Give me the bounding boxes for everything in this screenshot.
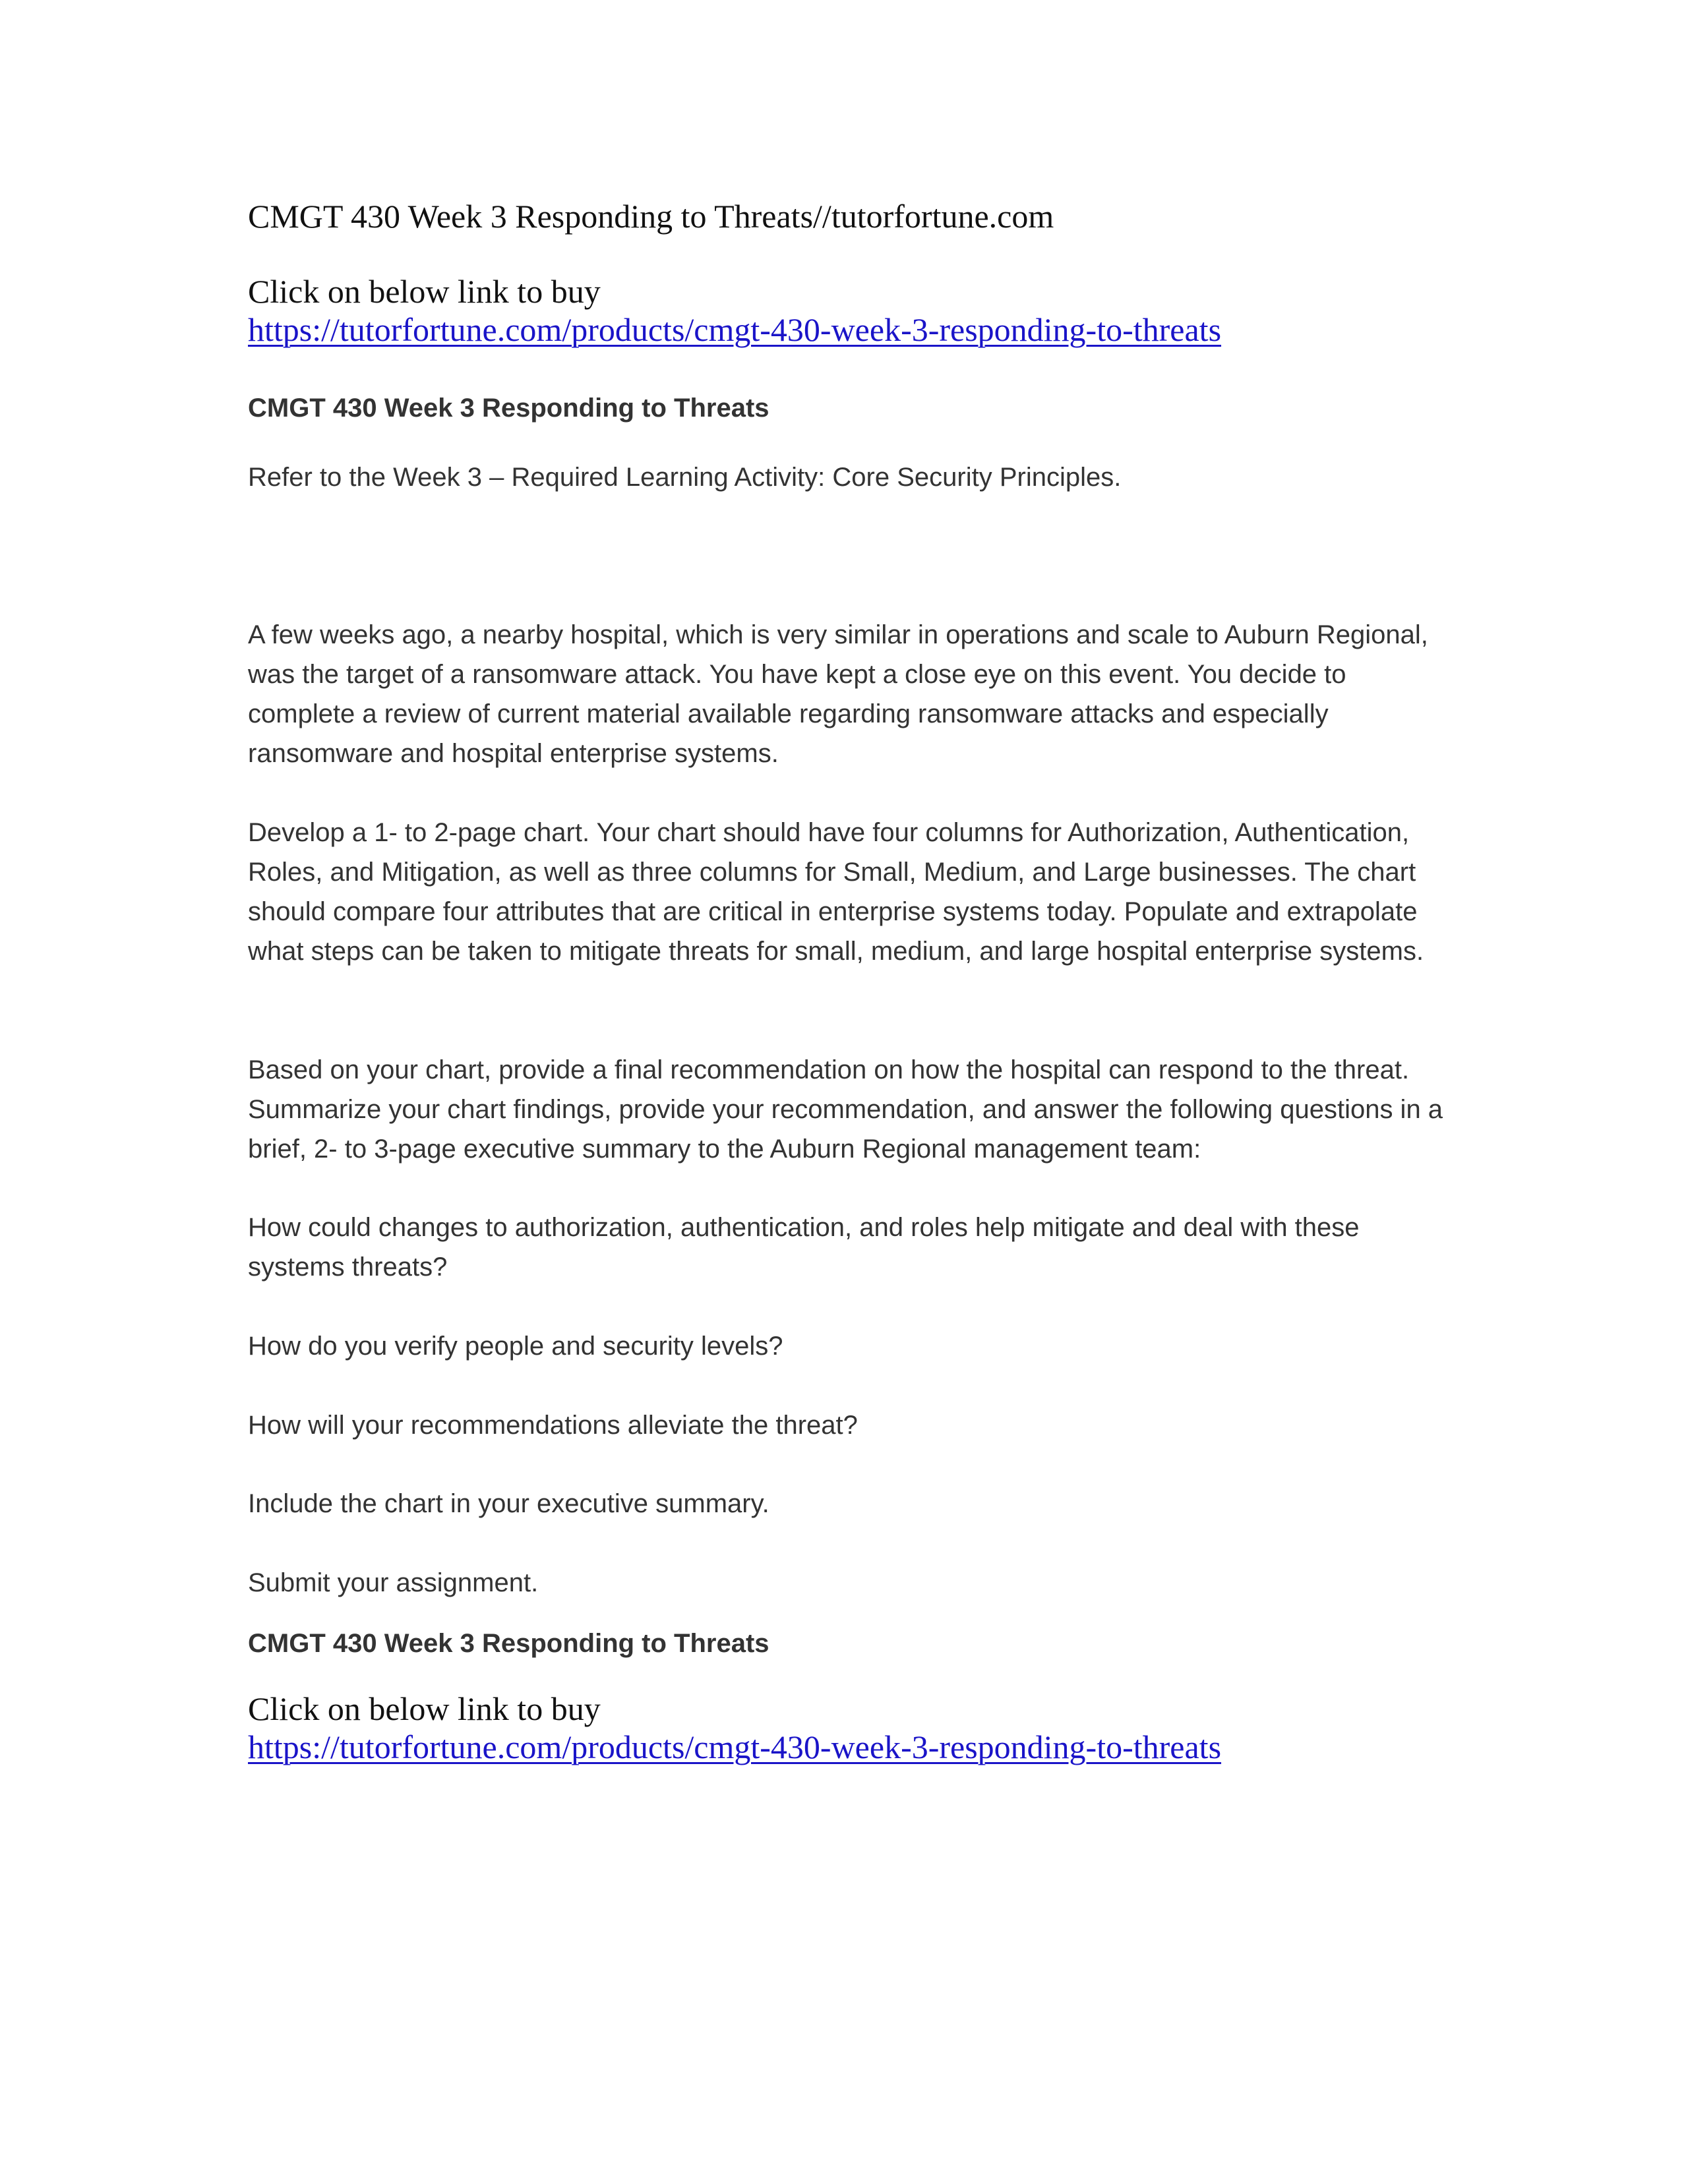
assignment-heading: CMGT 430 Week 3 Responding to Threats: [248, 394, 769, 423]
buy-link-block: [248, 272, 1221, 349]
question-paragraph: How could changes to authorization, authentication, and roles help mitigate and deal with these systems threats?: [248, 1213, 1360, 1282]
footer-buy-link-block: [248, 1690, 1221, 1766]
refer-paragraph: Refer to the Week 3 – Required Learning Activity: Core Security Principles.: [248, 463, 1122, 492]
body-paragraph: Submit your assignment.: [248, 1568, 539, 1597]
footer-heading: CMGT 430 Week 3 Responding to Threats: [248, 1629, 769, 1658]
body-paragraph: Develop a 1- to 2-page chart. Your chart should have four columns for Authorization, Authentication, Roles, and Mitigation, as well as three columns for Small, Medium, and Large businesses. The chart should compare four attributes that are critical in enterprise systems today. Populate and extrapolate what steps can be taken to mitigate threats for small, medium, and large hospital enterprise systems.: [248, 818, 1424, 966]
footer-product-link[interactable]: https://tutorfortune.com/products/cmgt-430-week-3-responding-to-threats: [248, 1728, 1222, 1765]
body-paragraph: A few weeks ago, a nearby hospital, which is very similar in operations and scale to Auburn Regional, was the target of a ransomware attack. You have kept a close eye on this event. You decide to complete a review of current material available regarding ransomware attacks and especially ransomware and hospital enterprise systems.: [248, 620, 1428, 768]
body-paragraph: Include the chart in your executive summary.: [248, 1489, 769, 1518]
body-paragraph: Based on your chart, provide a final recommendation on how the hospital can respond to the threat. Summarize your chart findings, provide your recommendation, and answer the following questions in a brief, 2- to 3-page executive summary to the Auburn Regional management team:: [248, 1055, 1443, 1164]
document-title: CMGT 430 Week 3 Responding to Threats//tutorfortune.com: [248, 198, 1054, 235]
footer-buy-prompt: Click on below link to buy: [248, 1690, 601, 1727]
buy-prompt: Click on below link to buy: [248, 273, 601, 310]
product-link[interactable]: https://tutorfortune.com/products/cmgt-430-week-3-responding-to-threats: [248, 311, 1222, 348]
question-paragraph: How will your recommendations alleviate the threat?: [248, 1411, 858, 1440]
question-paragraph: How do you verify people and security levels?: [248, 1332, 783, 1361]
